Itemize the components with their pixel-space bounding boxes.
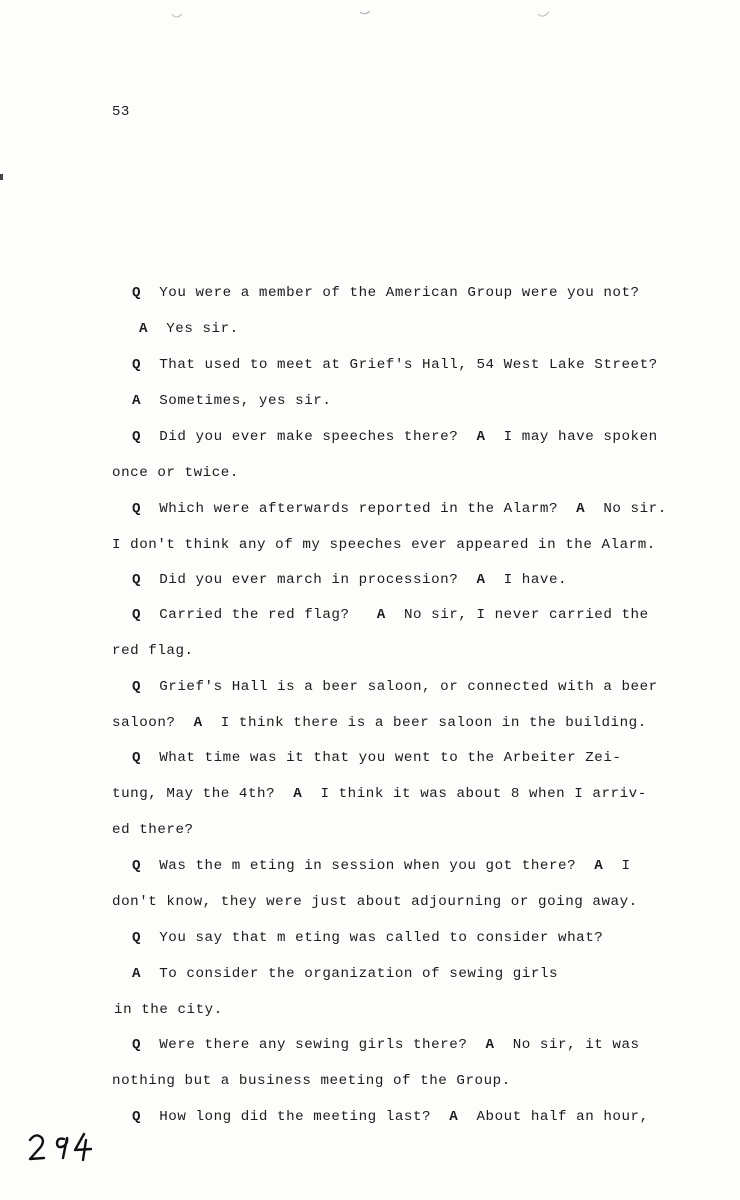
transcript-line bbox=[132, 285, 640, 301]
line-text: What time was it that you went to the Arbeiter Zei- bbox=[141, 750, 622, 766]
transcript-line bbox=[112, 786, 647, 802]
line-text: I bbox=[603, 858, 631, 874]
line-text: Sometimes, yes sir. bbox=[141, 393, 332, 409]
line-text: saloon? bbox=[112, 715, 194, 731]
transcript-line bbox=[112, 537, 656, 553]
transcript-line bbox=[132, 357, 658, 373]
line-text: Were there any sewing girls there? bbox=[141, 1037, 486, 1053]
transcript-line bbox=[112, 894, 638, 910]
transcript-line bbox=[132, 930, 603, 946]
speaker-marker: A bbox=[132, 393, 142, 409]
speaker-marker: Q bbox=[132, 1037, 142, 1053]
line-text: ed there? bbox=[112, 822, 194, 838]
line-text: No sir, it was bbox=[494, 1037, 640, 1053]
speaker-marker: Q bbox=[132, 501, 142, 517]
line-text: don't know, they were just about adjourning or going away. bbox=[112, 894, 638, 910]
speaker-marker: Q bbox=[132, 429, 142, 445]
line-text: red flag. bbox=[112, 643, 194, 659]
speaker-marker: A bbox=[293, 786, 303, 802]
line-text: Carried the red flag? bbox=[141, 607, 377, 623]
transcript-line bbox=[132, 393, 331, 409]
transcript-line bbox=[112, 822, 194, 838]
transcript-line bbox=[112, 1073, 511, 1089]
line-text: No sir, I never carried the bbox=[385, 607, 649, 623]
line-text: nothing but a business meeting of the Group. bbox=[112, 1073, 511, 1089]
transcript-line bbox=[132, 679, 658, 695]
line-text: How long did the meeting last? bbox=[141, 1109, 450, 1125]
line-text: I think it was about 8 when I arriv- bbox=[302, 786, 647, 802]
transcript-line bbox=[112, 715, 647, 731]
line-text: I have. bbox=[485, 572, 568, 588]
line-text: Was the m eting in session when you got there? bbox=[141, 858, 595, 874]
speaker-marker: A bbox=[193, 715, 203, 731]
speaker-marker: A bbox=[139, 321, 149, 337]
handwritten-page-number bbox=[26, 1128, 96, 1164]
line-text: To consider the organization of sewing girls bbox=[141, 966, 559, 982]
speaker-marker: A bbox=[594, 858, 604, 874]
transcript-line bbox=[139, 321, 239, 337]
speaker-marker: Q bbox=[132, 285, 142, 301]
scan-edge-mark bbox=[0, 174, 3, 180]
transcript-line bbox=[132, 501, 667, 517]
line-text: No sir. bbox=[585, 501, 667, 517]
line-text: I don't think any of my speeches ever appeared in the Alarm. bbox=[112, 537, 656, 553]
line-text: Grief's Hall is a beer saloon, or connected with a beer bbox=[141, 679, 658, 695]
line-text: once or twice. bbox=[112, 465, 239, 481]
line-text: Which were afterwards reported in the Alarm? bbox=[141, 501, 577, 517]
speaker-marker: Q bbox=[132, 930, 142, 946]
speaker-marker: Q bbox=[132, 357, 142, 373]
speaker-marker: A bbox=[132, 966, 142, 982]
page-number: 53 bbox=[112, 104, 130, 120]
line-text: About half an hour, bbox=[458, 1109, 649, 1125]
transcript-line bbox=[132, 1037, 640, 1053]
transcript-line bbox=[114, 1002, 223, 1018]
transcript-line bbox=[112, 643, 194, 659]
line-text: Did you ever march in procession? bbox=[141, 572, 477, 588]
speaker-marker: A bbox=[576, 501, 586, 517]
speaker-marker: Q bbox=[132, 679, 142, 695]
transcript-line bbox=[132, 858, 631, 874]
line-text: That used to meet at Grief's Hall, 54 West Lake Street? bbox=[141, 357, 658, 373]
speaker-marker: A bbox=[476, 429, 486, 445]
speaker-marker: A bbox=[376, 607, 386, 623]
speaker-marker: Q bbox=[132, 1109, 142, 1125]
line-text: I may have spoken bbox=[485, 429, 658, 445]
line-text: Did you ever make speeches there? bbox=[141, 429, 477, 445]
speaker-marker: A bbox=[449, 1109, 459, 1125]
transcript-line bbox=[132, 572, 567, 588]
line-text: You say that m eting was called to consider what? bbox=[141, 930, 604, 946]
speaker-marker: Q bbox=[132, 858, 142, 874]
speaker-marker: Q bbox=[132, 750, 142, 766]
transcript-line bbox=[112, 465, 239, 481]
line-text: in the city. bbox=[114, 1002, 223, 1018]
transcript-line bbox=[132, 966, 558, 982]
transcript-line bbox=[132, 750, 621, 766]
transcript-line bbox=[132, 607, 649, 623]
speaker-marker: Q bbox=[132, 607, 142, 623]
scan-specks bbox=[0, 4, 740, 24]
line-text: tung, May the 4th? bbox=[112, 786, 294, 802]
transcript-line bbox=[132, 1109, 649, 1125]
line-text: You were a member of the American Group were you not? bbox=[141, 285, 640, 301]
line-text: I think there is a beer saloon in the building. bbox=[202, 715, 647, 731]
transcript-line bbox=[132, 429, 658, 445]
line-text: Yes sir. bbox=[148, 321, 239, 337]
speaker-marker: A bbox=[485, 1037, 495, 1053]
speaker-marker: A bbox=[476, 572, 486, 588]
speaker-marker: Q bbox=[132, 572, 142, 588]
